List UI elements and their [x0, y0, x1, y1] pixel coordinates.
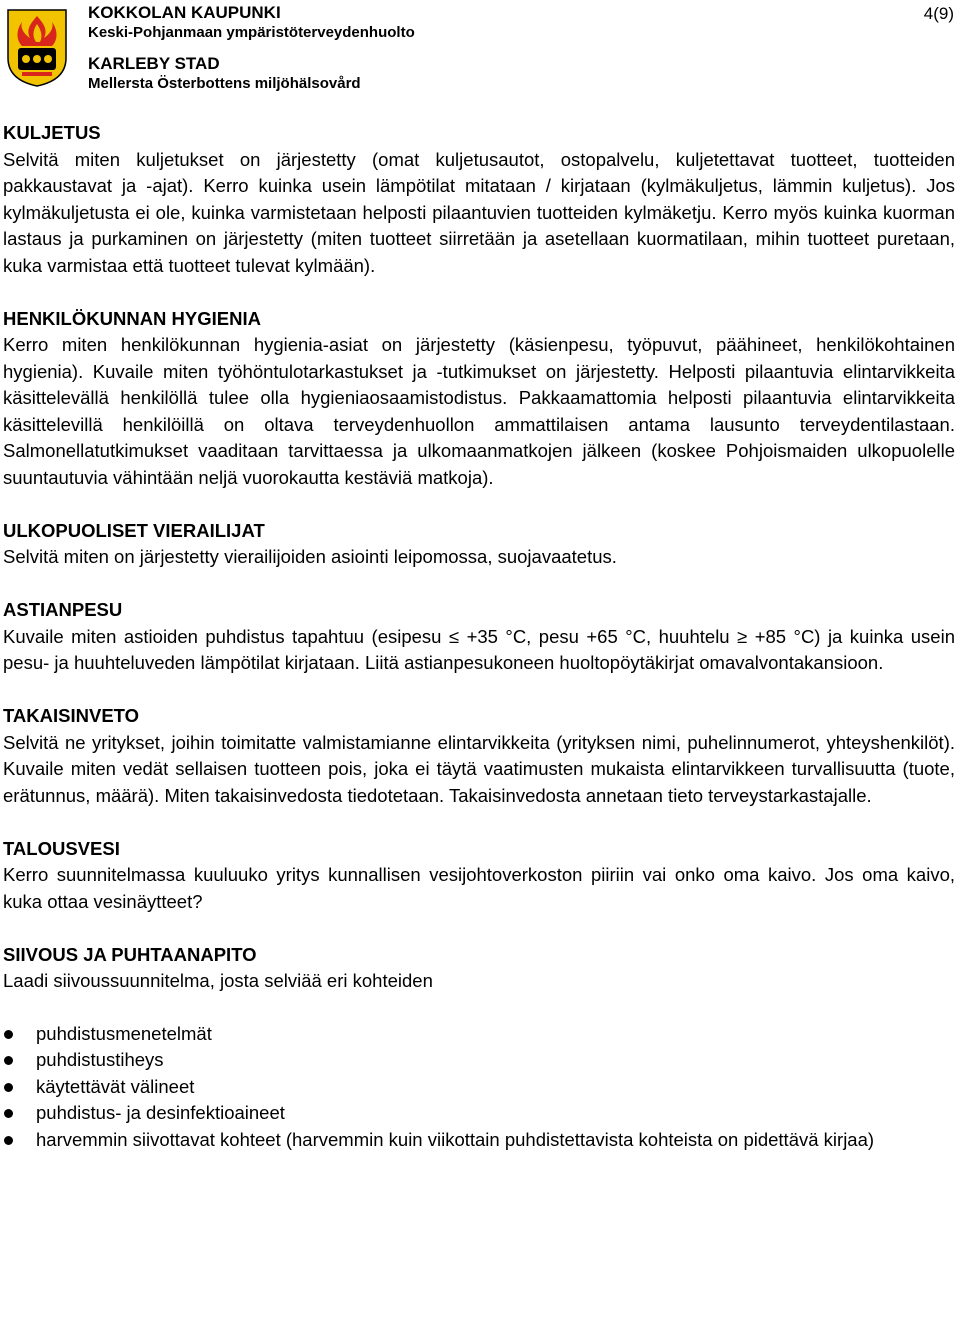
coat-of-arms-icon [6, 8, 68, 88]
section-text: Kuvaile miten astioiden puhdistus tapahtuu (esipesu ≤ +35 °C, pesu +65 °C, huuhtelu ≥ +85 °C) ja kuinka usein pesu- ja huuhteluveden lämpötilat kirjataan. Liitä astianpesukoneen huoltopöytäkirjat omavalvontakansioon. [3, 625, 955, 673]
section-talousvesi [3, 836, 955, 916]
section-heading: TALOUSVESI [3, 837, 120, 859]
list-item [3, 1047, 955, 1074]
section-takaisinveto [3, 703, 955, 809]
section-text: Selvitä miten on järjestetty vierailijoiden asiointi leipomossa, suojavaatetus. [3, 546, 617, 567]
section-heading: KULJETUS [3, 122, 101, 143]
section-heading: ULKOPUOLISET VIERAILIJAT [3, 519, 265, 541]
list-item-text: harvemmin siivottavat kohteet (harvemmin kuin viikottain puhdistettavista kohteista on pidettävä kirjaa) [36, 1128, 875, 1150]
section-henkilokunnan-hygienia [3, 306, 955, 492]
list-item-text: käytettävät välineet [36, 1075, 195, 1097]
list-item-text: puhdistustiheys [36, 1049, 164, 1070]
list-item-text: puhdistusmenetelmät [36, 1022, 212, 1044]
section-ulkopuoliset-vierailijat [3, 518, 955, 571]
organization-block [88, 2, 415, 96]
section-text: Kerro suunnitelmassa kuuluuko yritys kunnallisen vesijohtoverkoston piiriin vai onko oma kaivo. Jos oma kaivo, kuka ottaa vesinäytteet? [3, 864, 955, 912]
section-text: Selvitä miten kuljetukset on järjestetty (omat kuljetusautot, ostopalvelu, kuljetettavat tuotteet, tuotteiden pakkaustavat ja -ajat). Kerro kuinka usein lämpötilat mitataan / kirjataan (kylmäkuljetus, lämmin kuljetus). Jos kylmäkuljetusta ei ole, kuinka varmistetaan helposti pilaantuvien tuotteiden kylmäketju. Kerro myös kuinka kuorman lastaus ja purkaminen on järjestetty (miten tuotteet siirretään ja asetellaan kuormatilaan, mihin tuotteet puretaan, kuka varmistaa että tuotteet tulevat kylmään). [3, 148, 955, 276]
organization-name-sv: KARLEBY STAD [88, 54, 220, 73]
bullet-icon [4, 1056, 13, 1065]
section-heading: SIIVOUS JA PUHTAANAPITO [3, 943, 257, 965]
organization-name-fi: KOKKOLAN KAUPUNKI [88, 3, 281, 22]
list-item [3, 1127, 955, 1154]
list-item [3, 1021, 955, 1048]
section-text: Selvitä ne yritykset, joihin toimitatte valmistamianne elintarvikkeita (yrityksen nimi, puhelinnumerot, yhteyshenkilöt). Kuvaile miten vedät sellaisen tuotteen pois, joka ei täytä vaatimusten mukaista elintarvikkeen turvallisuutta (tuote, erätunnus, määrä). Miten takaisinvedosta tiedotetaan. Takaisinvedosta annetaan tieto terveystarkastajalle. [3, 731, 955, 806]
section-text: Laadi siivoussuunnitelma, josta selviää eri kohteiden [3, 970, 433, 991]
section-siivous-ja-puhtaanapito [3, 942, 955, 1154]
document-header [0, 0, 960, 100]
list-item [3, 1074, 955, 1101]
list-item [3, 1100, 955, 1127]
page-number: 4(9) [923, 4, 954, 23]
list-item-text: puhdistus- ja desinfektioaineet [36, 1102, 285, 1123]
section-kuljetus [3, 120, 955, 279]
section-heading: ASTIANPESU [3, 599, 123, 620]
department-name-sv: Mellersta Österbottens miljöhälsovård [88, 75, 361, 92]
bullet-icon [4, 1109, 13, 1118]
section-text: Kerro miten henkilökunnan hygienia-asiat on järjestetty (käsienpesu, työpuvut, päähineet, henkilökohtainen hygienia). Kuvaile miten työhöntulotarkastukset ja -tutkimukset on järjestetty. Helposti pilaantuvia elintarvikkeita käsittelevällä henkilöllä tulee olla hygieniaosaamistodistus. Pakkaamattomia helposti pilaantuvia elintarvikkeita käsittelevillä henkilöillä on oltava terveydenhuollon ammattilaisen antama lausunto terveydentilastaan. Salmonellatutkimukset vaaditaan tarvittaessa ja ulkomaanmatkojen jälkeen (koskee Pohjoismaiden ulkopuolelle suuntautuvia vähintään neljä vuorokautta kestäviä matkoja). [3, 334, 955, 488]
section-heading: HENKILÖKUNNAN HYGIENIA [3, 307, 261, 329]
bullet-icon [4, 1083, 13, 1092]
department-name-fi: Keski-Pohjanmaan ympäristöterveydenhuolto [88, 24, 415, 41]
document-body [3, 120, 955, 1180]
section-heading: TAKAISINVETO [3, 705, 140, 726]
section-astianpesu [3, 597, 955, 677]
bullet-icon [4, 1136, 13, 1145]
bullet-icon [4, 1030, 13, 1039]
cleaning-items-list [3, 1021, 955, 1154]
